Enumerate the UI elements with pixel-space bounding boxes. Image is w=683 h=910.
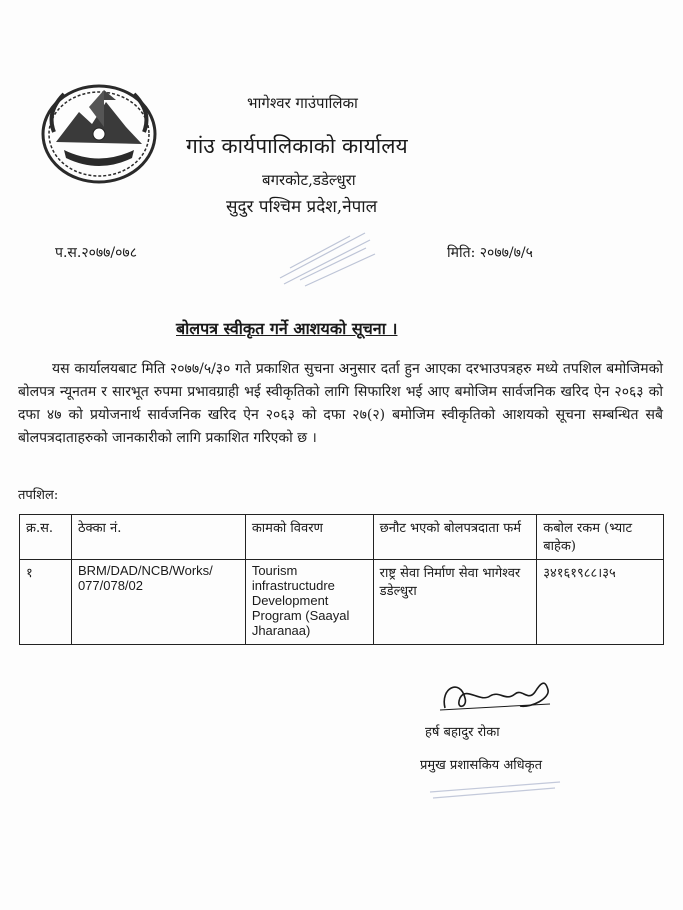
office-name: गांउ कार्यपालिकाको कार्यालय: [186, 134, 408, 158]
col-header-contract-no: ठेक्का नं.: [71, 515, 245, 560]
table-row: [20, 560, 664, 645]
signatory-designation: प्रमुख प्रशासकिय अधिकृत: [420, 758, 543, 773]
col-header-sn: क्र.स.: [20, 515, 72, 560]
cell-sn: १: [20, 560, 72, 645]
designation-stamp: [425, 770, 565, 800]
table-header-row: [20, 515, 664, 560]
signature: [420, 668, 570, 716]
municipality-name: भागेश्वर गाउंपालिका: [247, 94, 358, 112]
office-province: सुदुर पश्चिम प्रदेश,नेपाल: [226, 197, 378, 217]
office-stamp: [270, 218, 380, 288]
reference-number: प.स.२०७७/०७८: [55, 245, 137, 261]
schedule-table: [19, 514, 664, 645]
col-header-firm: छनौट भएको बोलपत्रदाता फर्म: [373, 515, 537, 560]
schedule-label: तपशिल:: [18, 488, 59, 503]
office-address: बगरकोट,डडेल्धुरा: [262, 171, 356, 189]
document-date: मिति: २०७७/७/५: [447, 245, 533, 261]
signatory-name: हर्ष बहादुर रोका: [425, 725, 500, 740]
notice-body: यस कार्यालयबाट मिति २०७७/५/३० गते प्रकाशित सुचना अनुसार दर्ता हुन आएका दरभाउपत्रहरु मध्ये तपशिल बमोजिमको बोलपत्र न्यूनतम र सारभूत रुपमा प्रभावग्राही भई स्वीकृतिको लागि सिफारिश भई आए बमोजिम सार्वजनिक खरिद ऐन २०६३ को दफा ४७ को प्रयोजनार्थ सार्वजनिक खरिद ऐन २०६३ को दफा २७(२) बमोजिम स्वीकृतिको आशयको सूचना सम्बन्धित सबै बोलपत्रदाताहरुको जानकारीको लागि प्रकाशित गरिएको छ ।: [18, 361, 663, 446]
cell-description: Tourism infrastructudre Development Program (Saayal Jharanaa): [245, 560, 373, 645]
cell-firm: राष्ट्र सेवा निर्माण सेवा भागेश्वर डडेल्धुरा: [373, 560, 537, 645]
notice-title: बोलपत्र स्वीकृत गर्ने आशयको सूचना ।: [176, 319, 398, 338]
cell-amount: ३४१६१९८८।३५: [537, 560, 664, 645]
cell-contract-no: BRM/DAD/NCB/Works/ 077/078/02: [71, 560, 245, 645]
col-header-description: कामको विवरण: [245, 515, 373, 560]
col-header-amount: कबोल रकम (भ्याट बाहेक): [537, 515, 664, 560]
